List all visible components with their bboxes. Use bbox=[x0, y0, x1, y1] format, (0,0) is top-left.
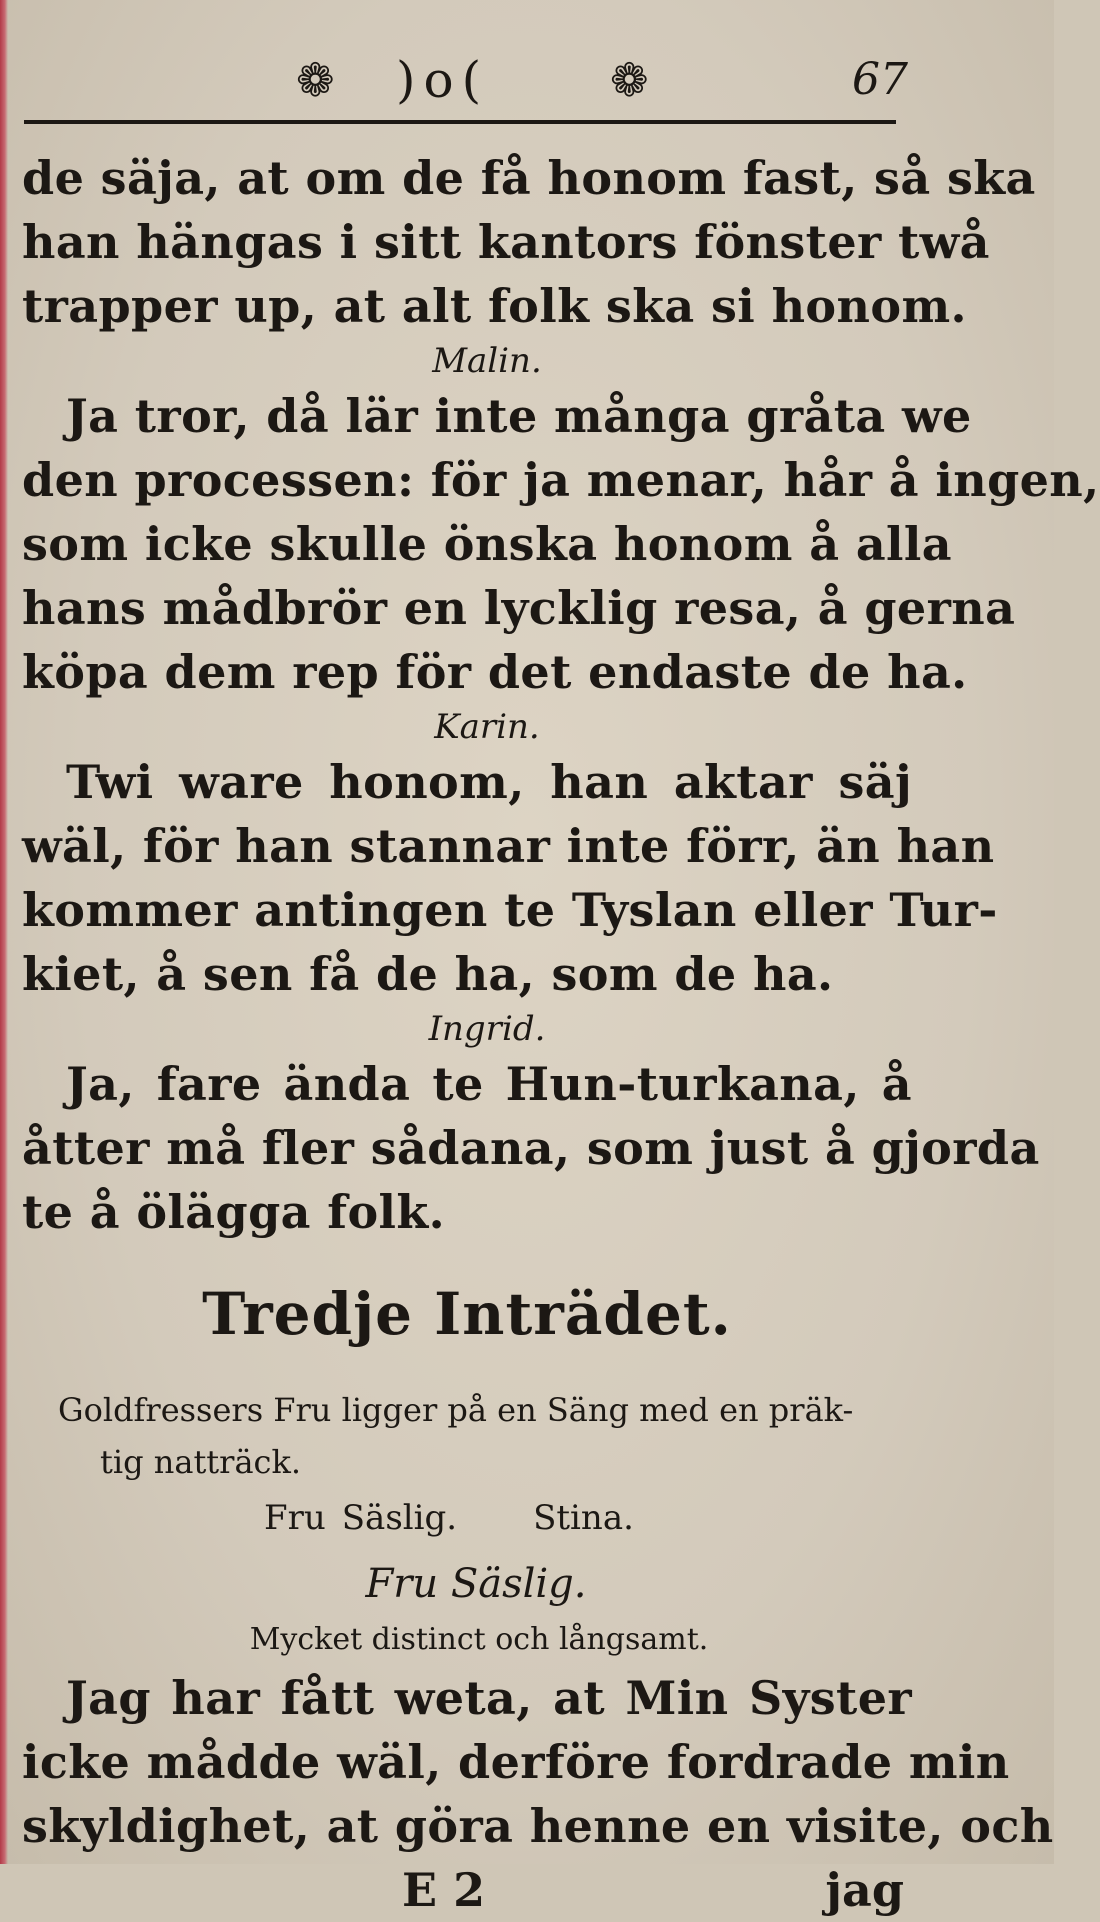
speaker-name: Fru Säslig. bbox=[365, 1561, 587, 1607]
text-line: icke mådde wäl, derföre fordrade min bbox=[22, 1735, 1010, 1789]
text-line: te å ölägga folk. bbox=[22, 1185, 446, 1239]
cast-list bbox=[22, 1488, 912, 1554]
text-line: som icke skulle önska honom å alla bbox=[22, 517, 952, 571]
cast-fru: Fru bbox=[264, 1498, 326, 1538]
stage-direction: tig natträck. bbox=[100, 1443, 302, 1481]
text-line: åtter må fler sådana, som just å gjorda bbox=[22, 1121, 1040, 1175]
text-line: de säja, at om de få honom fast, så ska bbox=[22, 151, 1036, 205]
text-line: kommer antingen te Tyslan eller Tur- bbox=[22, 883, 998, 937]
text-line: trapper up, at alt folk ska si honom. bbox=[22, 279, 967, 333]
text-line: kiet, å sen få de ha, som de ha. bbox=[22, 947, 834, 1001]
cast-stina: Stina. bbox=[533, 1498, 634, 1538]
text-line: Ja tror, då lär inte många gråta we bbox=[66, 389, 972, 443]
signature-mark: E 2 bbox=[402, 1863, 486, 1917]
speaker-name: Karin. bbox=[434, 707, 540, 747]
page-body bbox=[22, 146, 1100, 1922]
running-head bbox=[24, 50, 908, 110]
stage-direction: Goldfressers Fru ligger på en Säng med en präk- bbox=[58, 1391, 854, 1429]
act-title: Tredje Inträdet. bbox=[202, 1280, 732, 1348]
text-line: den processen: för ja menar, hår å ingen, bbox=[22, 453, 1100, 507]
page-footer bbox=[22, 1858, 912, 1922]
speaker-name: Malin. bbox=[432, 341, 542, 381]
header-rule bbox=[24, 120, 896, 124]
text-line: Twi ware honom, han aktar säj bbox=[66, 755, 912, 809]
text-line: wäl, för han stannar inte förr, än han bbox=[22, 819, 995, 873]
flower-ornament-icon: ❁ bbox=[610, 53, 663, 107]
catchword: jag bbox=[825, 1863, 904, 1917]
text-line: han hängas i sitt kantors fönster twå bbox=[22, 215, 990, 269]
speaker-name: Ingrid. bbox=[428, 1009, 546, 1049]
text-line: skyldighet, at göra henne en visite, och bbox=[22, 1799, 1054, 1853]
flower-ornament-icon: ❁ bbox=[296, 53, 349, 107]
text-line: hans mådbrör en lycklig resa, å gerna bbox=[22, 581, 1016, 635]
page-number: 67 bbox=[852, 54, 908, 105]
text-line: köpa dem rep för det endaste de ha. bbox=[22, 645, 968, 699]
text-line: Jag har fått weta, at Min Syster bbox=[66, 1671, 912, 1725]
stage-direction: Mycket distinct och långsamt. bbox=[249, 1622, 709, 1657]
cast-saslig: Säslig. bbox=[341, 1498, 458, 1538]
text-line: Ja, fare ända te Hun-turkana, å bbox=[66, 1057, 912, 1111]
page-edge bbox=[0, 0, 8, 1864]
center-ornament: )o( bbox=[396, 51, 490, 109]
